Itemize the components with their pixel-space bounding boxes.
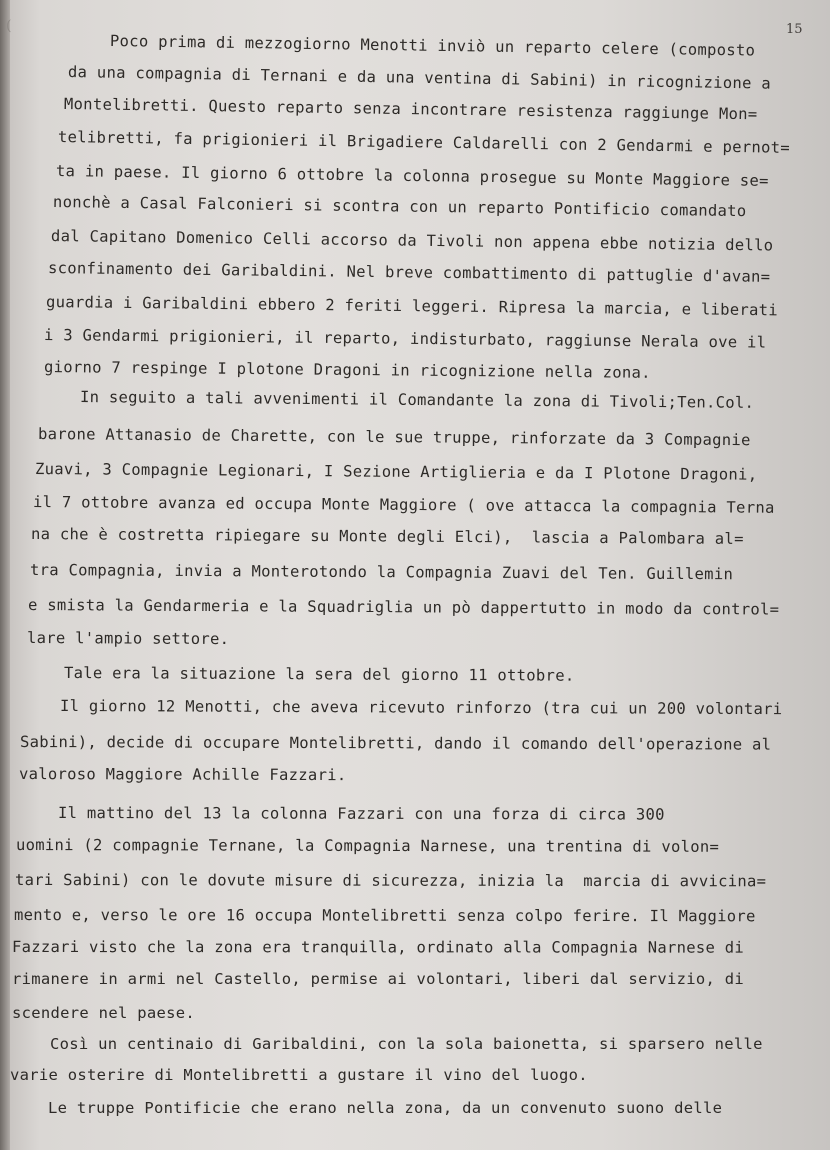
- text-line: Le truppe Pontificie che erano nella zona, da un convenuto suono delle: [48, 1099, 723, 1117]
- spine-mark: (: [6, 18, 12, 34]
- text-line: Fazzari visto che la zona era tranquilla, ordinato alla Compagnia Narnese di: [11, 938, 745, 957]
- text-line: valoroso Maggiore Achille Fazzari.: [18, 765, 347, 785]
- text-line: scendere nel paese.: [12, 1004, 196, 1022]
- text-line: na che è costretta ripiegare su Monte degli Elci), lascia a Palombara al=: [30, 525, 744, 548]
- text-line: mento e, verso le ore 16 occupa Montelibretti senza colpo ferire. Il Maggiore: [13, 906, 756, 926]
- text-line: Poco prima di mezzogiorno Menotti inviò un reparto celere (composto: [109, 32, 756, 60]
- text-line: Montelibretti. Questo reparto senza incontrare resistenza raggiunge Mon=: [63, 95, 758, 124]
- text-line: e smista la Gendarmeria e la Squadriglia un pò dappertutto in modo da control=: [27, 596, 780, 619]
- text-line: il 7 ottobre avanza ed occupa Monte Maggiore ( ove attacca la compagnia Terna: [32, 493, 775, 517]
- text-line: giorno 7 respinge I plotone Dragoni in ricognizione nella zona.: [43, 358, 651, 382]
- text-line: Sabini), decide di occupare Montelibretti, dando il comando dell'operazione al: [19, 733, 772, 754]
- text-line: telibretti, fa prigionieri il Brigadiere Caldarelli con 2 Gendarmi e pernot=: [57, 128, 791, 157]
- book-spine-shadow: [0, 0, 10, 1150]
- page-number: 15: [786, 22, 803, 37]
- text-line: i 3 Gendarmi prigionieri, il reparto, indisturbato, raggiunse Nerala ove il: [43, 326, 767, 352]
- text-line: barone Attanasio de Charette, con le sue truppe, rinforzate da 3 Compagnie: [37, 425, 751, 450]
- text-line: uomini (2 compagnie Ternane, la Compagnia Narnese, una trentina di volon=: [15, 836, 720, 856]
- text-line: Il giorno 12 Menotti, che aveva ricevuto rinforzo (tra cui un 200 volontari: [59, 697, 783, 719]
- text-line: Il mattino del 13 la colonna Fazzari con una forza di circa 300: [57, 804, 665, 824]
- text-line: sconfinamento dei Garibaldini. Nel breve combattimento di pattuglie d'avan=: [47, 259, 771, 286]
- text-line: tari Sabini) con le dovute misure di sicurezza, inizia la marcia di avvicina=: [14, 871, 767, 891]
- text-line: In seguito a tali avvenimenti il Comandante la zona di Tivoli;Ten.Col.: [79, 388, 755, 412]
- text-line: tra Compagnia, invia a Monterotondo la Compagnia Zuavi del Ten. Guillemin: [29, 561, 734, 584]
- text-line: lare l'ampio settore.: [26, 629, 230, 649]
- text-line: ta in paese. Il giorno 6 ottobre la colonna prosegue su Monte Maggiore se=: [55, 162, 769, 190]
- text-line: Tale era la situazione la sera del giorno 11 ottobre.: [63, 664, 575, 685]
- text-line: nonchè a Casal Falconieri si scontra con un reparto Pontificio comandato: [52, 193, 747, 221]
- text-line: Zuavi, 3 Compagnie Legionari, I Sezione Artiglieria e da I Plotone Dragoni,: [34, 460, 758, 484]
- text-line: varie osterire di Montelibretti a gustare il vino del luogo.: [10, 1066, 588, 1084]
- text-line: dal Capitano Domenico Celli accorso da Tivoli non appena ebbe notizia dello: [50, 227, 774, 255]
- text-line: guardia i Garibaldini ebbero 2 feriti leggeri. Ripresa la marcia, e liberati: [45, 293, 779, 320]
- text-line: da una compagnia di Ternani e da una ventina di Sabini) in ricognizione a: [67, 63, 772, 93]
- text-line: rimanere in armi nel Castello, permise ai volontari, liberi dal servizio, di: [12, 970, 745, 988]
- text-line: Così un centinaio di Garibaldini, con la sola baionetta, si sparsero nelle: [50, 1035, 763, 1053]
